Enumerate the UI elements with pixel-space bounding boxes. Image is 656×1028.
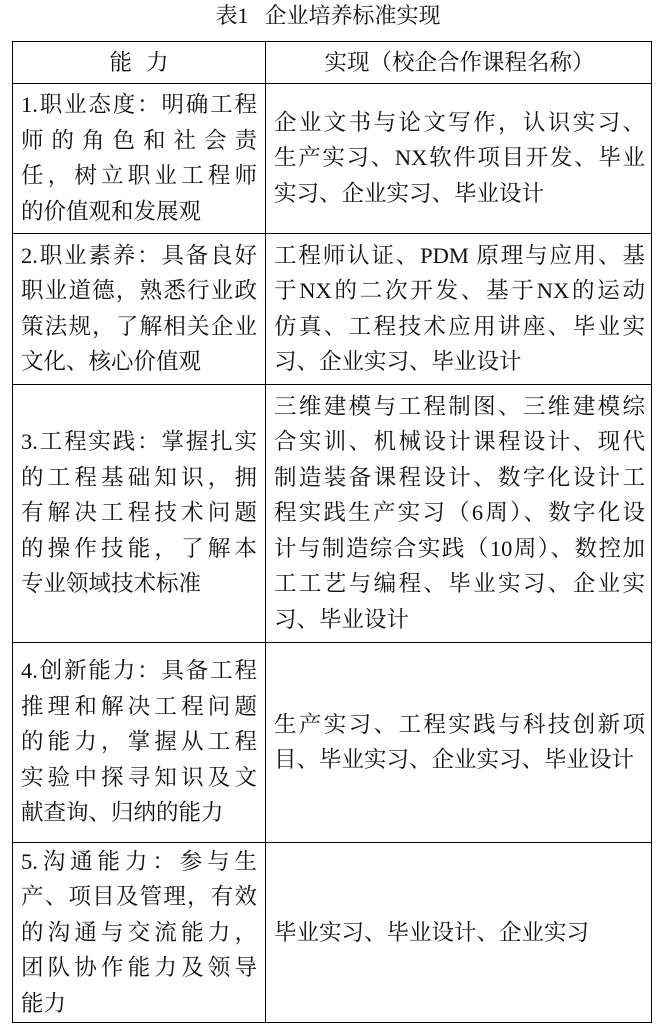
caption-title: 企业培养标准实现 (264, 3, 441, 28)
cell-line: 仿真、工程技术应用讲座、毕业实 (274, 313, 645, 339)
cell-line: 生产实习、工程实践与科技创新项 (274, 711, 645, 737)
implementation-cell (265, 843, 651, 1023)
cell-line: 工工艺与编程、毕业实习、企业实 (274, 571, 645, 597)
ability-cell (13, 843, 265, 1023)
cell-line: 的操作技能，了解本 (21, 535, 257, 561)
cell-line: 的工程基础知识，拥 (21, 464, 257, 490)
implementation-cell (265, 643, 651, 842)
cell-line: 任，树立职业工程师 (21, 163, 257, 188)
cell-line: 3.工程实践：掌握扎实 (21, 429, 257, 455)
cell-line: 习、企业实习、毕业设计 (274, 349, 522, 374)
cell-line: 有解决工程技术问题 (21, 500, 257, 526)
cell-line: 5.沟通能力：参与生 (21, 848, 257, 874)
cell-line: 4.创新能力：具备工程 (21, 658, 257, 684)
cell-line: 制造装备课程设计、数字化设计工 (274, 464, 645, 490)
cell-line: 工程师认证、PDM 原理与应用、基 (274, 242, 645, 268)
cell-line: 计与制造综合实践（10周）、数控加 (274, 535, 645, 561)
implementation-cell (265, 234, 651, 384)
ability-cell (13, 643, 265, 842)
cell-line: 的价值观和发展观 (21, 198, 202, 224)
standards-table (12, 41, 652, 1023)
ability-cell (13, 84, 265, 233)
table-row (13, 384, 651, 642)
table-caption (0, 2, 656, 30)
cell-line: 推理和解决工程问题 (21, 693, 257, 719)
header-ability-label: 能力 (109, 49, 183, 75)
cell-line: 毕业实习、毕业设计、企业实习 (274, 919, 590, 945)
implementation-cell (265, 385, 651, 642)
cell-line: 2.职业素养：具备良好 (21, 242, 257, 268)
cell-line: 合实训、机械设计课程设计、现代 (274, 429, 645, 455)
table-row (13, 83, 651, 233)
cell-line: 程实践生产实习（6周）、数字化设 (274, 500, 645, 526)
table-row (13, 842, 651, 1023)
cell-line: 献查询、归纳的能力 (21, 800, 224, 826)
header-row (13, 42, 651, 83)
cell-line: 企业文书与论文写作，认识实习、 (274, 109, 645, 135)
cell-line: 的能力，掌握从工程 (21, 729, 257, 755)
cell-line: 1.职业态度：明确工程 (21, 92, 257, 117)
header-implementation-label: 实现（校企合作课程名称） (324, 49, 595, 75)
implementation-cell (265, 84, 651, 233)
cell-line: 职业道德，熟悉行业政 (21, 278, 257, 303)
cell-line: 团队协作能力及领导 (21, 955, 257, 980)
cell-line: 实验中探寻知识及文 (21, 764, 257, 790)
ability-cell (13, 234, 265, 384)
cell-line: 专业领域技术标准 (21, 571, 202, 597)
cell-line: 生产实习、NX软件项目开发、毕业 (274, 145, 645, 171)
cell-line: 文化、核心价值观 (21, 349, 202, 374)
cell-line: 能力 (21, 990, 67, 1016)
cell-line: 产、项目及管理，有效 (21, 884, 257, 909)
cell-line: 师的角色和社会责 (21, 127, 257, 153)
cell-line: 实习、企业实习、毕业设计 (274, 180, 545, 206)
ability-cell (13, 385, 265, 642)
table-row (13, 233, 651, 384)
cell-line: 的沟通与交流能力， (21, 919, 257, 945)
header-ability (13, 42, 265, 83)
cell-line: 目、毕业实习、企业实习、毕业设计 (274, 747, 635, 772)
cell-line: 三维建模与工程制图、三维建模综 (274, 393, 645, 419)
header-implementation (265, 42, 651, 83)
cell-line: 于NX的二次开发、基于NX的运动 (274, 278, 645, 303)
cell-line: 习、毕业设计 (274, 606, 410, 632)
caption-label: 表1 (215, 3, 249, 28)
table-row (13, 642, 651, 842)
cell-line: 策法规，了解相关企业 (21, 313, 257, 339)
